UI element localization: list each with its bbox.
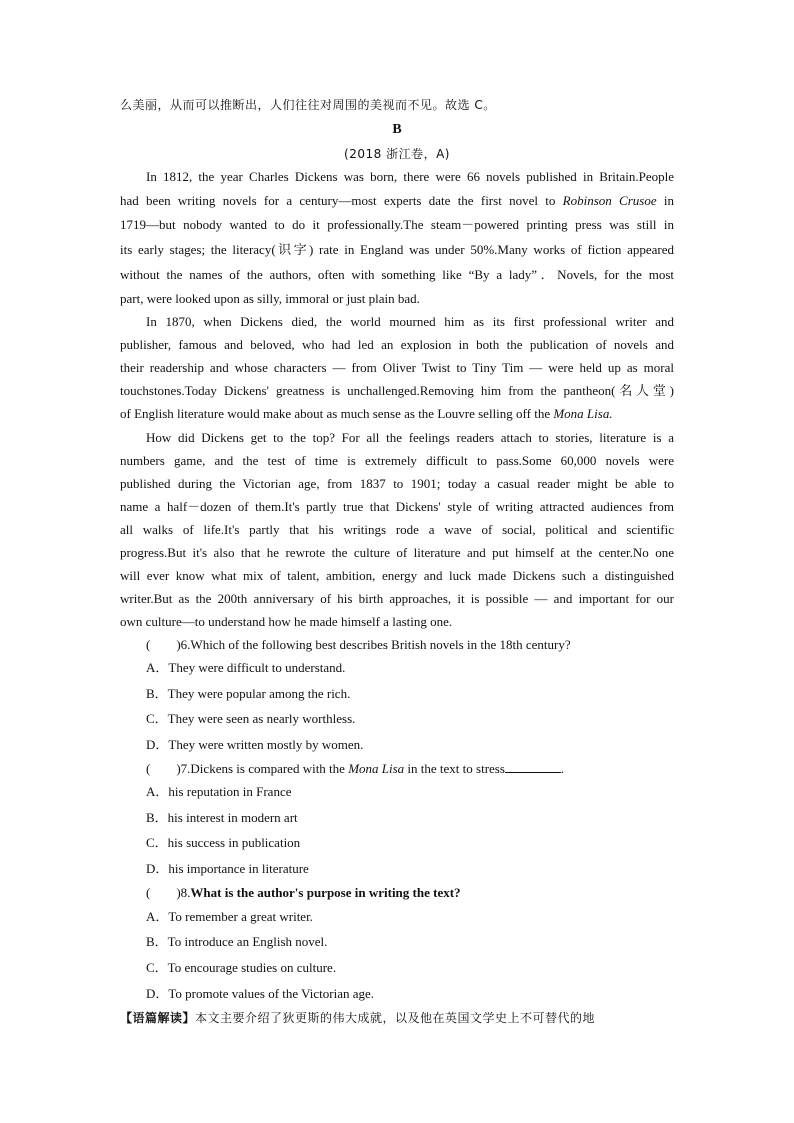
para2-line2: publisher, famous and beloved, who had led an explosion in both the publication of novels and	[120, 337, 674, 352]
q7-option-c: C．his success in publication	[146, 835, 301, 850]
intro-line: 么美丽，从而可以推断出，人们往往对周围的美视而不见。故选 C。	[120, 98, 496, 112]
para1-line3: 1719—but nobody wanted to do it professionally.The steam－powered printing press was still in	[120, 217, 674, 232]
para2-line3: their readership and whose characters — from Oliver Twist to Tiny Tim — were held up as moral	[120, 360, 674, 375]
para3-line6: progress.But it's also that he rewrote the culture of literature and put himself at the center.No one	[120, 545, 674, 560]
question-6: ( )6.Which of the following best describes British novels in the 18th century?	[146, 637, 571, 652]
para1-line1: In 1812, the year Charles Dickens was born, there were 66 novels published in Britain.People	[146, 169, 674, 184]
para3-line4: name a half－dozen of them.It's partly true that Dickens' style of writing attracted audiences from	[120, 499, 674, 514]
q7-option-a: A．his reputation in France	[146, 784, 292, 799]
q8-option-d: D．To promote values of the Victorian age.	[146, 986, 375, 1001]
para1-line6: part, were looked upon as silly, immoral or just plain bad.	[120, 291, 420, 306]
q8-option-c: C．To encourage studies on culture.	[146, 960, 337, 975]
q8-option-b: B．To introduce an English novel.	[146, 934, 328, 949]
para3-line2: numbers game, and the test of time is extremely difficult to pass.Some 60,000 novels were	[120, 453, 674, 468]
q6-option-b: B．They were popular among the rich.	[146, 686, 351, 701]
q7-option-d: D．his importance in literature	[146, 861, 309, 876]
analysis-label: 【语篇解读】	[120, 1011, 196, 1025]
para2-line4: touchstones.Today Dickens' greatness is unchallenged.Removing him from the pantheon(名人堂)	[120, 383, 674, 398]
para1-line2: had been writing novels for a century—most experts date the first novel to Robinson Crusoe in	[120, 193, 674, 208]
para3-line1: How did Dickens get to the top? For all the feelings readers attach to stories, literature is a	[146, 430, 674, 445]
source-line: (2018 浙江卷，A)	[344, 147, 450, 161]
q8-option-a: A．To remember a great writer.	[146, 909, 313, 924]
para3-line9: own culture—to understand how he made himself a lasting one.	[120, 614, 453, 629]
q6-option-c: C．They were seen as nearly worthless.	[146, 711, 356, 726]
para3-line8: writer.But as the 200th anniversary of his birth approaches, it is possible — and important for our	[120, 591, 674, 606]
analysis-line	[120, 1009, 595, 1027]
para1-line5: without the names of the authors, often with something like “By a lady”．Novels, for the most	[120, 267, 674, 282]
answer-blank	[505, 760, 561, 773]
q6-option-d: D．They were written mostly by women.	[146, 737, 364, 752]
para1-line4: its early stages; the literacy(识字) rate in England was under 50%.Many works of fiction appeared	[120, 242, 674, 257]
para3-line3: published during the Victorian age, from 1837 to 1901; today a casual reader might be able to	[120, 476, 674, 491]
analysis-text: 本文主要介绍了狄更斯的伟大成就，以及他在英国文学史上不可替代的地	[195, 1011, 596, 1025]
question-8: ( )8.What is the author's purpose in writing the text?	[146, 885, 461, 900]
q6-option-a: A．They were difficult to understand.	[146, 660, 346, 675]
title-mona-lisa: Mona Lisa.	[553, 406, 613, 421]
question-7: ( )7.Dickens is compared with the Mona Lisa in the text to stress .	[146, 761, 565, 776]
para3-line7: will ever know what mix of talent, ambition, energy and luck made Dickens such a distinguished	[120, 568, 674, 583]
para3-line5: all walks of life.It's partly that his writings rode a wave of social, political and scientific	[120, 522, 674, 537]
q7-option-b: B．his interest in modern art	[146, 810, 298, 825]
para2-line1: In 1870, when Dickens died, the world mourned him as its first professional writer and	[146, 314, 674, 329]
title-robinson-crusoe: Robinson Crusoe	[562, 193, 657, 208]
section-letter: B	[392, 122, 402, 137]
para2-line5: of English literature would make about as much sense as the Louvre selling off the Mona Lisa.	[120, 406, 613, 421]
